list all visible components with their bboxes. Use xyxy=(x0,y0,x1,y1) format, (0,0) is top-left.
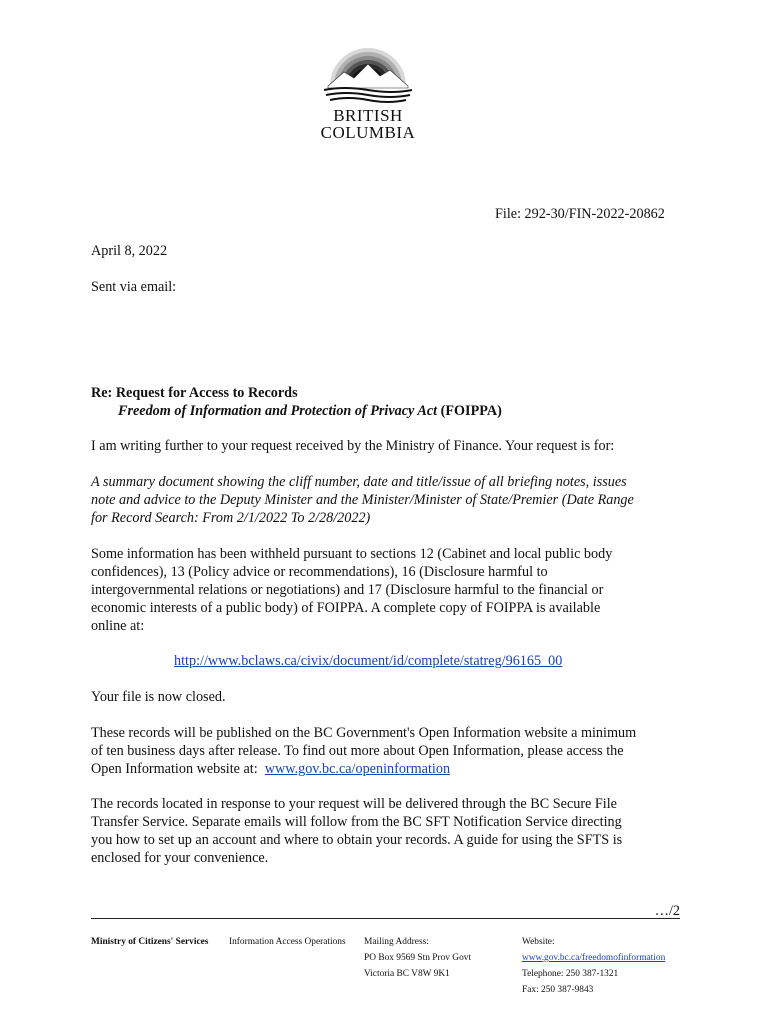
sent-via: Sent via email: xyxy=(91,279,177,295)
publish-prefix: Open Information website at: xyxy=(91,761,265,777)
file-closed-notice: Your file is now closed. xyxy=(91,689,226,705)
open-information-link[interactable]: www.gov.bc.ca/openinformation xyxy=(264,761,451,777)
withheld-line: economic interests of a public body) of FOIPPA. A complete copy of FOIPPA is available xyxy=(91,600,601,616)
delivery-line: enclosed for your convenience. xyxy=(91,850,269,866)
footer-website-link[interactable]: www.gov.bc.ca/freedomofinformation xyxy=(522,953,666,963)
withheld-paragraph xyxy=(91,545,691,635)
footer-contact xyxy=(522,934,692,998)
request-line: for Record Search: From 2/1/2022 To 2/28/2022) xyxy=(91,510,371,526)
request-line: A summary document showing the cliff number, date and title/issue of all briefing notes, issues xyxy=(91,474,627,490)
footer-telephone: Telephone: 250 387-1321 xyxy=(522,969,619,979)
act-abbr: (FOIPPA) xyxy=(440,403,502,419)
withheld-line: intergovernmental relations or negotiations) and 17 (Disclosure harmful to the financial or xyxy=(91,582,604,598)
subject-act xyxy=(118,402,718,420)
file-reference: File: 292-30/FIN-2022-20862 xyxy=(495,206,665,222)
request-line: note and advice to the Deputy Minister and the Minister/Minister of State/Premier (Date Range xyxy=(91,492,634,508)
publish-line: These records will be published on the BC Government's Open Information website a minimum xyxy=(91,725,637,741)
website-label: Website: xyxy=(522,937,555,947)
mailing-label: Mailing Address: xyxy=(364,937,429,947)
request-description xyxy=(91,473,691,527)
withheld-line: confidences), 13 (Policy advice or recommendations), 16 (Disclosure harmful to xyxy=(91,564,548,580)
footer-divider xyxy=(91,918,680,919)
bc-government-logo xyxy=(314,46,422,146)
foippa-link-row xyxy=(174,652,674,670)
footer-ministry: Ministry of Citizens' Services xyxy=(91,937,209,947)
intro-paragraph: I am writing further to your request received by the Ministry of Finance. Your request is for: xyxy=(91,438,615,454)
letter-date: April 8, 2022 xyxy=(91,243,168,259)
page-continuation-marker: …/2 xyxy=(654,903,680,919)
act-name: Freedom of Information and Protection of Privacy Act xyxy=(118,403,438,419)
publish-line-last xyxy=(91,760,691,778)
subject-line: Re: Request for Access to Records xyxy=(91,385,298,401)
logo-text-british: BRITISH xyxy=(333,106,403,125)
publish-paragraph xyxy=(91,724,691,778)
withheld-line: Some information has been withheld pursuant to sections 12 (Cabinet and local public body xyxy=(91,546,613,562)
delivery-line: Transfer Service. Separate emails will follow from the BC SFT Notification Service directing xyxy=(91,814,622,830)
logo-text-columbia: COLUMBIA xyxy=(320,123,416,142)
sun-mountains-icon xyxy=(314,46,422,108)
footer-fax: Fax: 250 387-9843 xyxy=(522,985,594,995)
mailing-line: PO Box 9569 Stn Prov Govt xyxy=(364,953,472,963)
foippa-link[interactable]: http://www.bclaws.ca/civix/document/id/complete/statreg/96165_00 xyxy=(174,653,563,669)
footer-branch: Information Access Operations xyxy=(229,937,346,947)
delivery-line: you how to set up an account and where to obtain your records. A guide for using the SFTS is xyxy=(91,832,623,848)
delivery-line: The records located in response to your request will be delivered through the BC Secure File xyxy=(91,796,617,812)
mailing-line: Victoria BC V8W 9K1 xyxy=(364,969,450,979)
delivery-paragraph xyxy=(91,795,691,867)
footer-mailing-address xyxy=(364,934,514,982)
withheld-line: online at: xyxy=(91,618,145,634)
publish-line: of ten business days after release. To find out more about Open Information, please access the xyxy=(91,743,624,759)
